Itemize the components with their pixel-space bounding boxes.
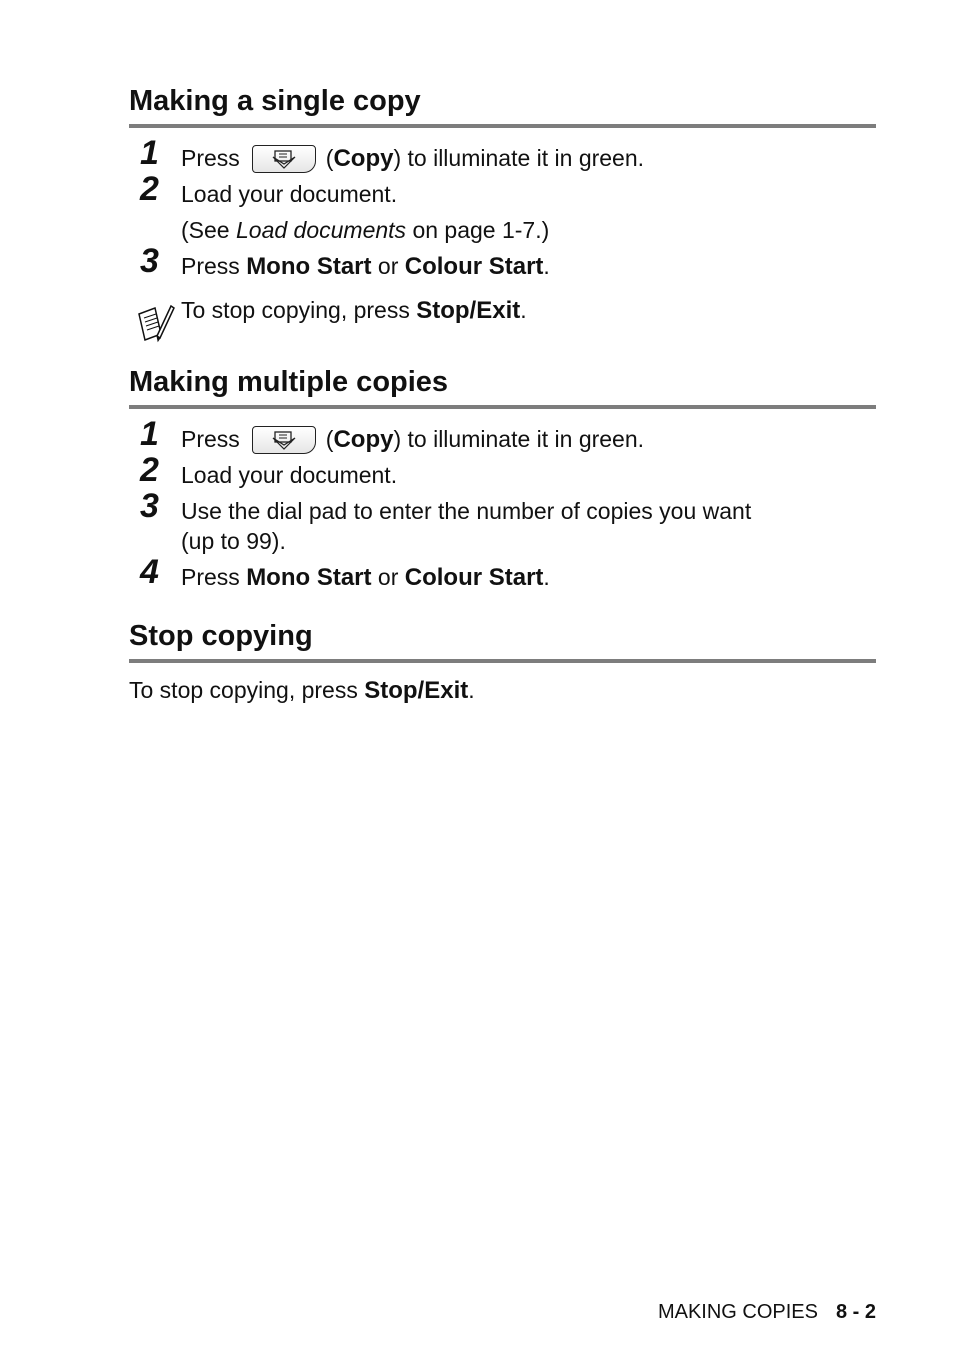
page-number: 8 - 2 [835, 1301, 876, 1323]
section-stop-copying [129, 619, 876, 704]
step-number: 1 [140, 134, 159, 172]
section-title: Making a single copy [129, 84, 876, 128]
section-title: Stop copying [129, 619, 876, 663]
body-text: To stop copying, press Stop/Exit. [129, 677, 475, 704]
see-reference: (See Load documents on page 1-7.) [181, 217, 550, 243]
step-number: 2 [140, 451, 159, 489]
section-title: Making multiple copies [129, 365, 876, 409]
page-footer [658, 1300, 876, 1324]
copy-key-icon [252, 426, 316, 454]
chapter-name: MAKING COPIES [657, 1301, 818, 1323]
section-multiple-copies: Making multiple copies 1 Press (Copy) to illuminate it in green. 2 Load your document. 3 Use the dial pad to enter the number of copies you want (up to 99). 4 Press Mono Start or Colour Start. [129, 365, 876, 409]
step-number: 4 [140, 553, 159, 591]
copy-key-icon [252, 145, 316, 173]
step-number: 2 [140, 170, 159, 208]
step-number: 3 [140, 487, 159, 525]
step-text: Press (Copy) to illuminate it in green. [181, 426, 645, 453]
section-single-copy: Making a single copy 1 Press (Copy) to illuminate it in green. 2 Load your document. (See Load documents on page 1-7.) 3 Press Mono Start or Colour Start. To stop copying, press Stop/Exit. [129, 84, 876, 128]
step-number: 1 [140, 415, 159, 453]
step-text: Press (Copy) to illuminate it in green. [181, 145, 645, 172]
step-number: 3 [140, 242, 159, 280]
note-pencil-icon [135, 300, 175, 344]
